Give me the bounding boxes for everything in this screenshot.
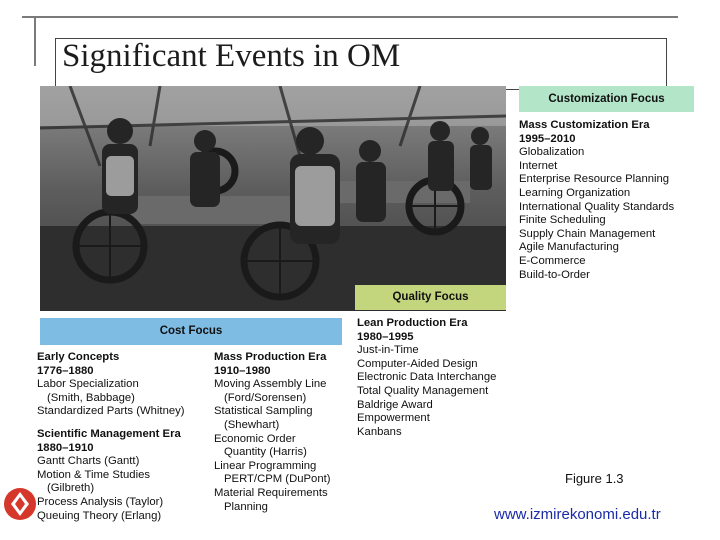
assembly-line-photo — [40, 86, 506, 311]
era-heading: Early Concepts — [37, 351, 120, 363]
slide-title: Significant Events in OM — [62, 38, 401, 74]
lean-production-era-list — [357, 317, 496, 439]
list-item: Quantity (Harris) — [224, 446, 307, 459]
list-item: E-Commerce — [519, 254, 586, 267]
list-item: Empowerment — [357, 412, 430, 425]
era-heading: Mass Production Era — [214, 351, 327, 363]
list-item: Computer-Aided Design — [357, 357, 478, 370]
website-url[interactable]: www.izmirekonomi.edu.tr — [494, 506, 661, 523]
customization-focus-bar: Customization Focus — [519, 86, 694, 112]
era-years: 1910–1980 — [214, 364, 271, 377]
list-item: Queuing Theory (Erlang) — [37, 509, 162, 522]
factory-workers-image — [40, 86, 506, 311]
list-item: Gantt Charts (Gantt) — [37, 455, 140, 468]
list-item: Learning Organization — [519, 186, 631, 199]
cost-column-left — [37, 351, 185, 523]
list-item: Statistical Sampling — [214, 405, 313, 418]
list-item: (Shewhart) — [224, 418, 280, 431]
era-heading: Lean Production Era — [357, 317, 468, 329]
list-item: Baldrige Award — [357, 398, 433, 411]
list-item: Moving Assembly Line — [214, 378, 327, 391]
era-years: 1995–2010 — [519, 132, 576, 145]
quality-focus-bar: Quality Focus — [355, 285, 506, 310]
list-item: Globalization — [519, 146, 585, 159]
era-years: 1980–1995 — [357, 330, 414, 343]
mass-customization-era-list — [519, 119, 674, 282]
list-item: Process Analysis (Taylor) — [37, 495, 164, 508]
list-item: Linear Programming — [214, 459, 317, 472]
list-item: Finite Scheduling — [519, 214, 606, 227]
spacer — [37, 419, 185, 428]
frame-left-line — [34, 16, 36, 66]
list-item: Material Requirements — [214, 486, 328, 499]
era-heading: Scientific Management Era — [37, 427, 181, 440]
list-item: Internet — [519, 159, 558, 172]
cost-column-right — [214, 351, 331, 514]
era-years: 1880–1910 — [37, 441, 94, 454]
list-item: Build-to-Order — [519, 268, 590, 281]
list-item: Agile Manufacturing — [519, 241, 619, 254]
list-item: Motion & Time Studies — [37, 468, 151, 481]
figure-label: Figure 1.3 — [565, 471, 624, 486]
list-item: Labor Specialization — [37, 378, 139, 391]
list-item: Kanbans — [357, 425, 402, 438]
list-item: Supply Chain Management — [519, 227, 656, 240]
list-item: Planning — [224, 500, 268, 513]
list-item: Just-in-Time — [357, 344, 419, 357]
era-heading: Mass Customization Era — [519, 119, 650, 131]
frame-top-line — [22, 16, 678, 18]
list-item: International Quality Standards — [519, 200, 675, 213]
era-years: 1776–1880 — [37, 364, 94, 377]
list-item: Electronic Data Interchange — [357, 371, 497, 384]
list-item: Total Quality Management — [357, 384, 489, 397]
list-item: (Ford/Sorensen) — [224, 391, 307, 404]
list-item: Standardized Parts (Whitney) — [37, 405, 185, 418]
list-item: Enterprise Resource Planning — [519, 173, 670, 186]
cost-focus-bar: Cost Focus — [40, 318, 342, 345]
university-logo-icon — [3, 487, 37, 521]
list-item: (Smith, Babbage) — [47, 391, 135, 404]
list-item: (Gilbreth) — [47, 482, 95, 495]
list-item: Economic Order — [214, 432, 296, 445]
list-item: PERT/CPM (DuPont) — [224, 473, 331, 486]
